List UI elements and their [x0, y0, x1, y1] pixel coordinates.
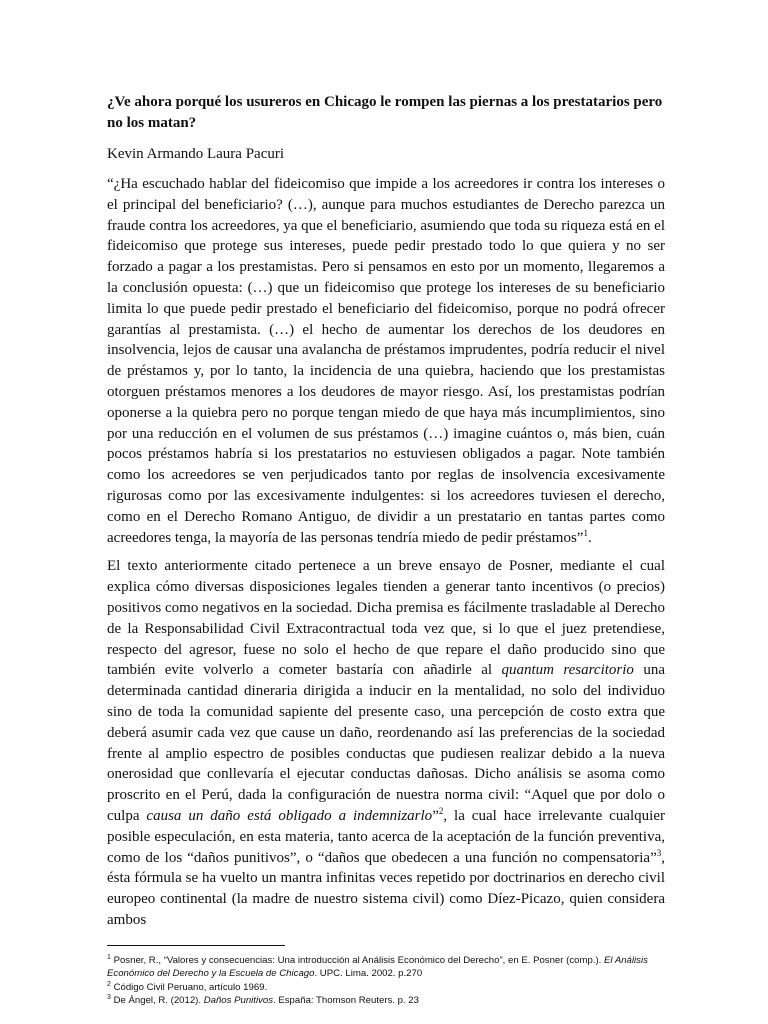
body-text-1: El texto anteriormente citado pertenece a un breve ensayo de Posner, mediante el cual explica cómo diversas disposiciones legales tienden a generar tanto incentivos (o precios) positivos como negativos en la sociedad. Dicha premisa es fácilmente trasladable al Derecho de la Responsabilidad Civil Extracontractual toda vez que, si lo que el juez pretendiese, respecto del agresor, fuese no solo el hecho de que repare el daño producido sino que también evite volverlo a cometer bastaría con añadirle al: [107, 558, 665, 679]
quote-paragraph: “¿Ha escuchado hablar del fideicomiso que impide a los acreedores ir contra los intereses o el principal del beneficiario? (…), aunque para muchos estudiantes de Derecho parezca un fraude contra los acreedores, ya que el beneficiario, asumiendo que toda su riqueza está en el fideicomiso que protege sus intereses, puede pedir prestado todo lo que quiera y no ser forzado a pagar a los prestamistas. Pero si pensamos en esto por un momento, llegaremos a la conclusión opuesta: (…) que un fideicomiso que protege los intereses de su beneficiario limita lo que puede pedir prestado el beneficiario del fideicomiso, porque no podrá ofrecer garantías al prestamista. (…) el hecho de aumentar los derechos de los deudores en insolvencia, lejos de causar una avalancha de préstamos imprudentes, podría reducir el nivel de préstamos y, por lo tanto, la incidencia de una quiebra, haciendo que los prestamistas otorguen préstamos menores a los deudores de mayor riesgo. Así, los prestamistas podrían oponerse a la quiebra pero no porque tengan miedo de que haya más incumplimientos, sino por una reducción en el volumen de sus préstamos (…) imagine cuántos o, más bien, cuán pocos préstamos habría si los prestatarios no estuviesen obligados a pagar. Note también como los acreedores se ven perjudicados tanto por reglas de insolvencia excesivamente rigurosas como por las excesivamente indulgentes: si los acreedores tuviesen el derecho, como en el Derecho Romano Antiguo, de dividir a un prestatario en tantas partes como acreedores tenga, la mayoría de las personas tendría miedo de pedir préstamos”$^1$.: [107, 176, 665, 546]
footnote-2: [107, 981, 665, 995]
body-text-2: una determinada cantidad dineraria dirigida a inducir en la mentalidad, no solo del individuo sino de toda la comunidad sapiente del presente caso, una percepción de costo extra que deberá asumir cada vez que cause un daño, reordenando así las preferencias de la sociedad frente al amplio espectro de posibles conductas que pudiesen realizar debido a la nueva onerosidad que conllevaría el ejecutar conductas dañosas. Dicho análisis se asoma como proscrito en el Perú, dada la configuración de nuestra norma civil: “Aquel que por dolo o culpa: [107, 662, 665, 824]
body-text-5: , ésta fórmula se ha vuelto un mantra infinitas veces repetido por doctrinarios en derecho civil europeo continental (la madre de nuestro sistema civil) como Díez-Picazo, quien considera ambos: [107, 849, 665, 928]
footnote-separator: [107, 945, 285, 946]
document-title: ¿Ve ahora porqué los usureros en Chicago le rompen las piernas a los prestatarios pero no los matan?: [107, 94, 663, 131]
footnote-3-number: 3: [107, 994, 111, 1001]
author-name: Kevin Armando Laura Pacuri: [107, 146, 285, 162]
footnote-1: [107, 954, 665, 981]
footnote-3-text-a: De Ángel, R. (2012).: [110, 995, 204, 1007]
footnote-2-text-a: Código Civil Peruano, artículo 1969.: [110, 981, 268, 993]
footnote-ref-1[interactable]: 1: [583, 527, 588, 538]
quote-text: “¿Ha escuchado hablar del fideicomiso que impide a los acreedores ir contra los intereses o el principal del beneficiario? (…), aunque para muchos estudiantes de Derecho parezca un fraude contra los acreedores, ya que el beneficiario, asumiendo que toda su riqueza está en el fideicomiso que protege sus intereses, puede pedir prestado todo lo que quiera y no ser forzado a pagar a los prestamistas. Pero si pensamos en esto por un momento, llegaremos a la conclusión opuesta: (…) que un fideicomiso que protege los intereses de su beneficiario limita lo que puede pedir prestado el beneficiario del fideicomiso, porque no podrá ofrecer garantías al prestamista. (…) el hecho de aumentar los derechos de los deudores en insolvencia, lejos de causar una avalancha de préstamos imprudentes, podría reducir el nivel de préstamos y, por lo tanto, la incidencia de una quiebra, haciendo que los prestamistas otorguen préstamos menores a los deudores de mayor riesgo. Así, los prestamistas podrían oponerse a la quiebra pero no porque tengan miedo de que haya más incumplimientos, sino por una reducción en el volumen de sus préstamos (…) imagine cuántos o, más bien, cuán pocos préstamos habría si los prestatarios no estuviesen obligados a pagar. Note también como los acreedores se ven perjudicados tanto por reglas de insolvencia excesivamente rigurosas como por las excesivamente indulgentes: si los acreedores tuviesen el derecho, como en el Derecho Romano Antiguo, de dividir a un prestatario en tantas partes como acreedores tenga, la mayoría de las personas tendría miedo de pedir préstamos”: [107, 176, 665, 546]
footnote-1-text-a: Posner, R., “Valores y consecuencias: Una introducción al Análisis Económico del Derecho”, en E. Posner (comp.).: [110, 954, 604, 966]
body-text-4: , la cual hace irrelevante cualquier posible especulación, en esta materia, tanto acerca de la aceptación de la función preventiva, como de los “daños punitivos”, o “daños que obedecen a una función no compensatoria”: [107, 807, 665, 866]
footnote-2-number: 2: [107, 980, 111, 988]
body-italic-norma: causa un daño está obligado a indemnizarlo: [146, 807, 433, 824]
footnote-ref-3[interactable]: 3: [656, 847, 662, 858]
footnote-1-text-b: . UPC. Lima. 2002. p.270: [314, 968, 423, 980]
footnote-3-italic: Daños Punitivos: [203, 995, 274, 1007]
body-italic-quantum: quantum resarcitorio: [501, 662, 634, 679]
body-text-3: ”: [432, 807, 439, 824]
footnote-3-text-b: . España: Thomson Reuters. p. 23: [273, 995, 419, 1007]
body-paragraph: [107, 556, 665, 930]
footnote-1-number: 1: [107, 953, 111, 961]
footnote-3: [107, 994, 665, 1008]
footnote-ref-2[interactable]: 2: [438, 805, 444, 816]
footnote-1-italic: El Análisis Económico del Derecho y la Escuela de Chicago: [107, 954, 648, 980]
